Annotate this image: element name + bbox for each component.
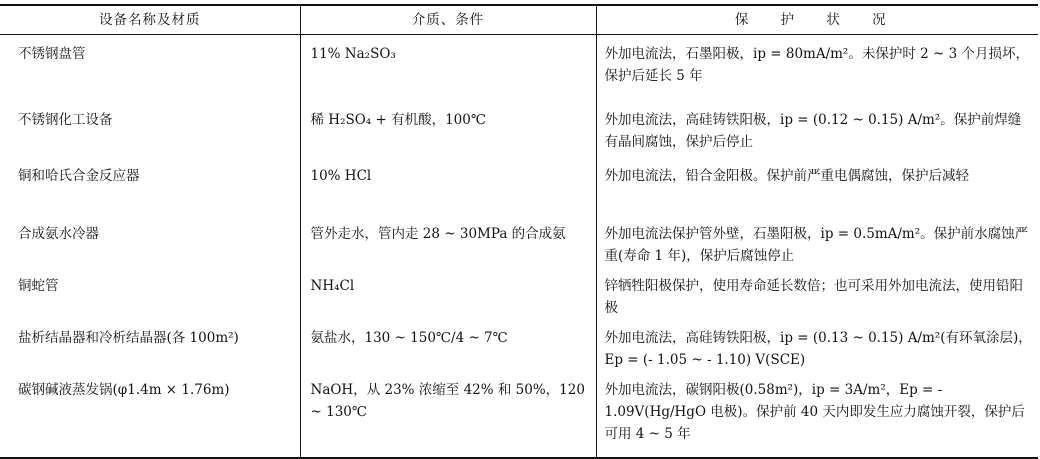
header-medium-conditions: 介质、条件 [300,5,596,35]
equipment-cell: 铜和哈氏合金反应器 [18,168,140,184]
equipment-cell: 碳钢碱液蒸发锅(φ1.4m × 1.76m) [18,382,230,398]
table-row [0,371,1038,458]
table-header [0,5,1038,35]
status-cell: 外加电流法，碳钢阳极(0.58m²)，iр = 3A/m²，Eр = - 1.09V(Hg/HgO 电极)。保护前 40 天内即发生应力腐蚀开裂，保护后可用 4 ~ 5 年 [596,371,1038,458]
header-protection-status: 保 护 状 况 [596,5,1038,35]
table-row [0,267,1038,319]
status-cell: 外加电流法保护管外壁，石墨阳极，iр = 0.5mA/m²。保护前水腐蚀严重(寿命 1 年)，保护后腐蚀停止 [596,215,1038,267]
status-cell: 锌牺牲阳极保护，使用寿命延长数倍；也可采用外加电流法，使用铅阳极 [596,267,1038,319]
status-cell: 外加电流法，铅合金阳极。保护前严重电偶腐蚀，保护后减轻 [596,157,1038,215]
table-body [0,35,1038,459]
equipment-cell: 合成氨水冷器 [18,226,99,242]
medium-cell: 管外走水，管内走 28 ~ 30MPa 的合成氨 [300,215,596,267]
status-cell: 外加电流法，高硅铸铁阳极，iр = (0.13 ~ 0.15) A/m²(有环氧涂层)，Eр = (- 1.05 ~ - 1.10) V(SCE) [596,319,1038,371]
equipment-cell: 铜蛇管 [18,278,59,294]
table-row [0,157,1038,215]
equipment-cell: 盐析结晶器和冷析结晶器(各 100m²) [18,330,239,346]
header-equipment: 设备名称及材质 [0,5,300,35]
medium-cell: NaOH，从 23% 浓缩至 42% 和 50%，120 ~ 130℃ [300,371,596,458]
table-row [0,215,1038,267]
equipment-cell: 不锈钢化工设备 [18,112,113,128]
medium-cell: 氨盐水，130 ~ 150℃/4 ~ 7℃ [300,319,596,371]
status-cell: 外加电流法，石墨阳极，iр = 80mA/m²。未保护时 2 ~ 3 个月损坏，保护后延长 5 年 [596,35,1038,102]
equipment-cell: 不锈钢盘管 [18,46,86,62]
medium-cell: 11% Na₂SO₃ [300,35,596,102]
medium-cell: 稀 H₂SO₄ + 有机酸，100℃ [300,101,596,157]
table-row [0,35,1038,102]
protection-table [0,4,1038,459]
table-row [0,319,1038,371]
medium-cell: 10% HCl [300,157,596,215]
header-row [0,5,1038,35]
table-row [0,101,1038,157]
status-cell: 外加电流法，高硅铸铁阳极，iр = (0.12 ~ 0.15) A/m²。保护前焊缝有晶间腐蚀，保护后停止 [596,101,1038,157]
medium-cell: NH₄Cl [300,267,596,319]
